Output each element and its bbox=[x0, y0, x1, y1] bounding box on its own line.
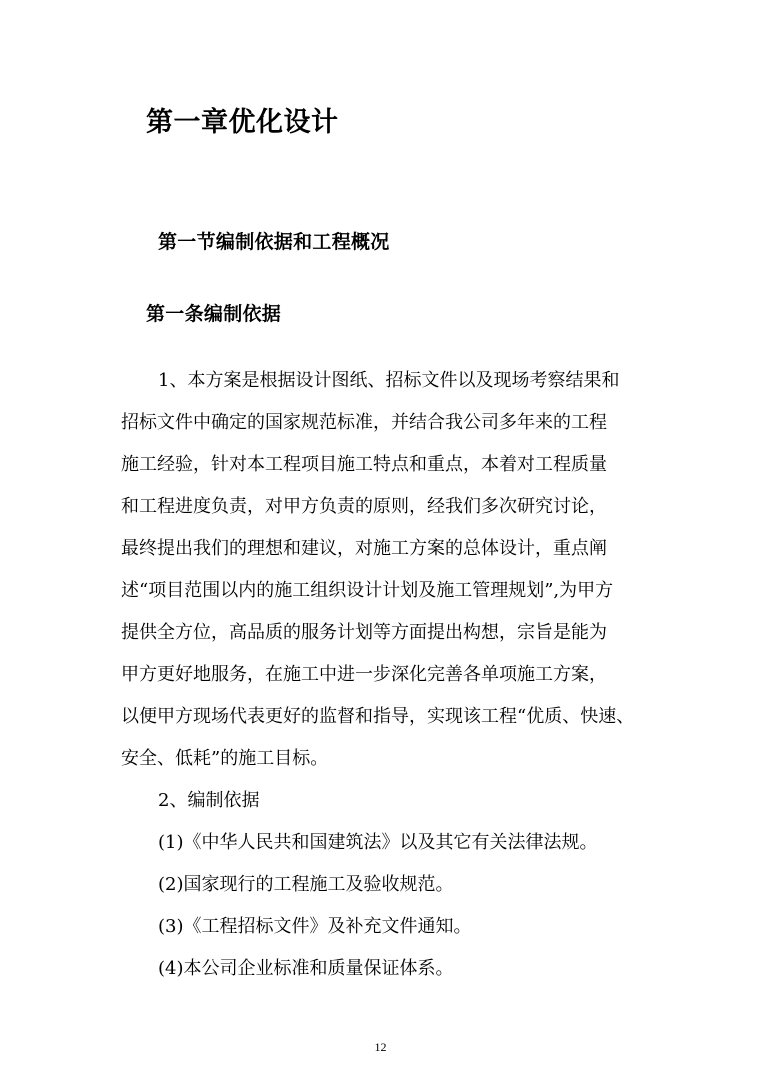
section-title: 第一节编制依据和工程概况 bbox=[158, 231, 390, 253]
page-number: 12 bbox=[374, 1040, 387, 1054]
article-title: 第一条编制依据 bbox=[146, 303, 282, 325]
basis-list-item: (1)《中华人民共和国建筑法》以及其它有关法律法规。 bbox=[158, 832, 598, 853]
paragraph-line: 最终提出我们的理想和建议，对施工方案的总体设计，重点阐 bbox=[121, 538, 607, 559]
paragraph-line: 提供全方位，高品质的服务计划等方面提出构想，宗旨是能为 bbox=[121, 622, 607, 643]
paragraph-line: 1、本方案是根据设计图纸、招标文件以及现场考察结果和 bbox=[158, 370, 620, 391]
paragraph-line: 施工经验，针对本工程项目施工特点和重点，本着对工程质量 bbox=[121, 454, 607, 475]
chapter-title: 第一章优化设计 bbox=[146, 107, 339, 138]
paragraph-line: 安全、低耗”的施工目标。 bbox=[121, 748, 329, 769]
basis-list-item: (3)《工程招标文件》及补充文件通知。 bbox=[158, 916, 472, 937]
paragraph-line: 以便甲方现场代表更好的监督和指导，实现该工程“优质、快速、 bbox=[121, 706, 635, 727]
paragraph-line: 招标文件中确定的国家规范标准，并结合我公司多年来的工程 bbox=[121, 412, 607, 433]
paragraph-line: 和工程进度负责，对甲方负责的原则，经我们多次研究讨论， bbox=[121, 496, 607, 517]
item-2-heading: 2、编制依据 bbox=[158, 790, 260, 811]
paragraph-line: 甲方更好地服务，在施工中进一步深化完善各单项施工方案， bbox=[121, 664, 607, 685]
basis-list-item: (2)国家现行的工程施工及验收规范。 bbox=[158, 874, 454, 895]
paragraph-line: 述“项目范围以内的施工组织设计计划及施工管理规划”,为甲方 bbox=[121, 580, 614, 601]
basis-list-item: (4)本公司企业标准和质量保证体系。 bbox=[158, 958, 454, 979]
